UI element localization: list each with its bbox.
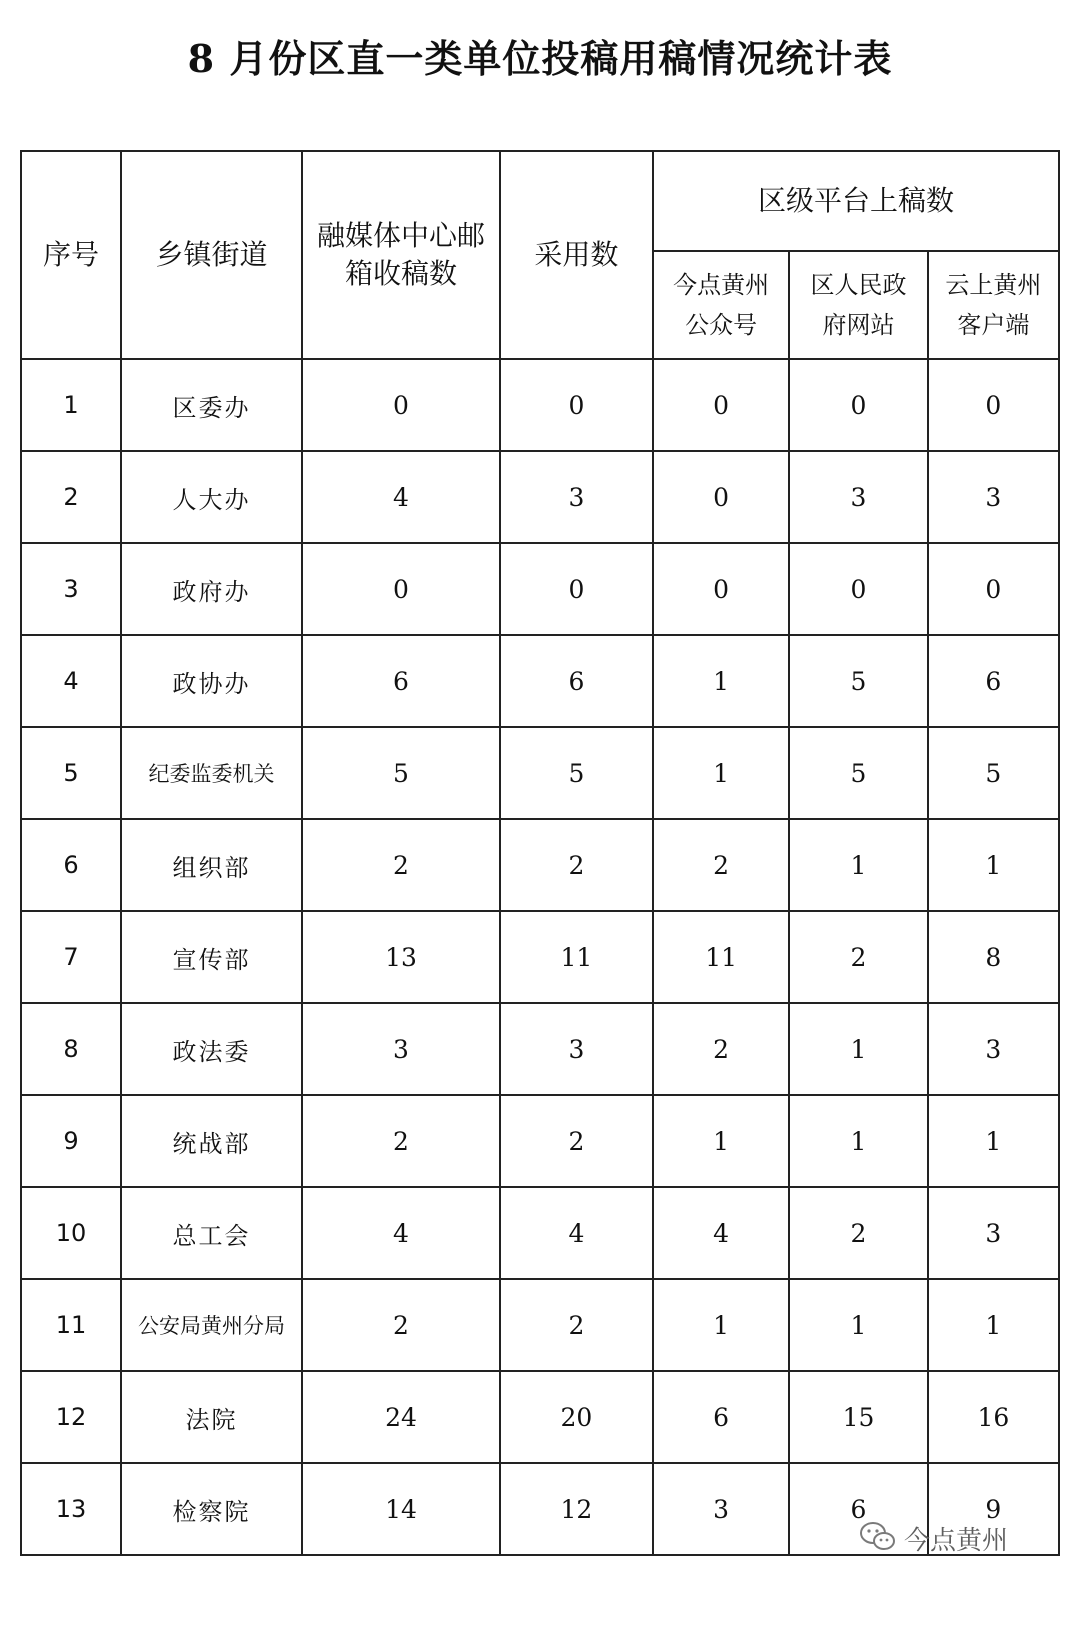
table-row (21, 911, 1059, 1003)
cell-platform-3: 1 (928, 819, 1059, 911)
cell-adopted: 20 (500, 1371, 653, 1463)
header-adopted: 采用数 (500, 151, 653, 359)
table-row (21, 727, 1059, 819)
table-row (21, 819, 1059, 911)
cell-index: 8 (21, 1003, 121, 1095)
cell-mailbox: 0 (302, 359, 500, 451)
cell-unit: 法院 (121, 1371, 302, 1463)
table-row (21, 1095, 1059, 1187)
cell-unit: 统战部 (121, 1095, 302, 1187)
cell-index: 13 (21, 1463, 121, 1555)
header-platform-group: 区级平台上稿数 (653, 151, 1059, 251)
cell-platform-1: 11 (653, 911, 789, 1003)
cell-mailbox: 14 (302, 1463, 500, 1555)
cell-platform-3: 3 (928, 451, 1059, 543)
cell-unit: 组织部 (121, 819, 302, 911)
cell-platform-3: 8 (928, 911, 1059, 1003)
cell-platform-1: 0 (653, 451, 789, 543)
cell-platform-3: 1 (928, 1279, 1059, 1371)
cell-index: 11 (21, 1279, 121, 1371)
header-platform-2-label: 区人民政府网站 (810, 271, 907, 339)
cell-platform-2: 2 (789, 1187, 927, 1279)
cell-index: 7 (21, 911, 121, 1003)
cell-platform-2: 1 (789, 819, 927, 911)
table-row (21, 1279, 1059, 1371)
cell-mailbox: 24 (302, 1371, 500, 1463)
page-title: 8 月份区直一类单位投稿用稿情况统计表 (187, 36, 893, 81)
cell-adopted: 3 (500, 1003, 653, 1095)
cell-platform-3: 3 (928, 1003, 1059, 1095)
cell-adopted: 12 (500, 1463, 653, 1555)
cell-adopted: 6 (500, 635, 653, 727)
cell-adopted: 2 (500, 819, 653, 911)
cell-index: 6 (21, 819, 121, 911)
cell-unit: 公安局黄州分局 (121, 1279, 302, 1371)
cell-unit: 政协办 (121, 635, 302, 727)
cell-platform-3: 16 (928, 1371, 1059, 1463)
table-row (21, 1003, 1059, 1095)
cell-platform-2: 5 (789, 635, 927, 727)
table-row (21, 1187, 1059, 1279)
cell-platform-2: 1 (789, 1003, 927, 1095)
cell-platform-1: 1 (653, 1279, 789, 1371)
cell-index: 2 (21, 451, 121, 543)
cell-platform-2: 0 (789, 543, 927, 635)
wechat-icon (858, 1519, 898, 1557)
stats-table-wrap (20, 150, 1060, 1556)
header-unit: 乡镇街道 (121, 151, 302, 359)
cell-mailbox: 4 (302, 451, 500, 543)
cell-platform-2: 2 (789, 911, 927, 1003)
cell-platform-3: 6 (928, 635, 1059, 727)
cell-mailbox: 13 (302, 911, 500, 1003)
header-platform-3-label: 云上黄州客户端 (945, 271, 1042, 339)
cell-unit: 区委办 (121, 359, 302, 451)
header-platform-3 (928, 251, 1059, 359)
cell-mailbox: 2 (302, 1095, 500, 1187)
header-mailbox-label: 融媒体中心邮箱收稿数 (316, 219, 485, 290)
cell-unit: 政府办 (121, 543, 302, 635)
cell-platform-1: 3 (653, 1463, 789, 1555)
cell-adopted: 11 (500, 911, 653, 1003)
cell-adopted: 5 (500, 727, 653, 819)
cell-unit: 政法委 (121, 1003, 302, 1095)
cell-platform-1: 6 (653, 1371, 789, 1463)
cell-platform-3: 9 (928, 1463, 1059, 1555)
cell-platform-1: 1 (653, 635, 789, 727)
watermark (858, 1516, 1008, 1560)
cell-platform-1: 0 (653, 543, 789, 635)
cell-unit: 总工会 (121, 1187, 302, 1279)
cell-adopted: 3 (500, 451, 653, 543)
cell-unit: 纪委监委机关 (121, 727, 302, 819)
cell-index: 5 (21, 727, 121, 819)
cell-platform-1: 1 (653, 1095, 789, 1187)
header-platform-1-label: 今点黄州公众号 (673, 271, 770, 339)
header-mailbox (302, 151, 500, 359)
cell-index: 1 (21, 359, 121, 451)
table-row (21, 543, 1059, 635)
cell-mailbox: 3 (302, 1003, 500, 1095)
cell-platform-3: 3 (928, 1187, 1059, 1279)
watermark-text: 今点黄州 (904, 1525, 1009, 1556)
cell-platform-3: 1 (928, 1095, 1059, 1187)
cell-adopted: 4 (500, 1187, 653, 1279)
header-index: 序号 (21, 151, 121, 359)
cell-platform-2: 15 (789, 1371, 927, 1463)
table-row (21, 635, 1059, 727)
cell-adopted: 0 (500, 543, 653, 635)
cell-platform-3: 5 (928, 727, 1059, 819)
cell-platform-3: 0 (928, 543, 1059, 635)
cell-unit: 宣传部 (121, 911, 302, 1003)
cell-index: 9 (21, 1095, 121, 1187)
cell-mailbox: 5 (302, 727, 500, 819)
stats-table (20, 150, 1060, 1556)
cell-mailbox: 4 (302, 1187, 500, 1279)
cell-platform-2: 3 (789, 451, 927, 543)
table-row (21, 1371, 1059, 1463)
cell-platform-1: 0 (653, 359, 789, 451)
table-row (21, 451, 1059, 543)
cell-adopted: 2 (500, 1095, 653, 1187)
header-row-top (21, 151, 1059, 251)
cell-platform-2: 6 (789, 1463, 927, 1555)
table-row (21, 359, 1059, 451)
cell-platform-1: 1 (653, 727, 789, 819)
cell-adopted: 2 (500, 1279, 653, 1371)
cell-index: 3 (21, 543, 121, 635)
cell-unit: 人大办 (121, 451, 302, 543)
cell-platform-1: 2 (653, 819, 789, 911)
cell-index: 10 (21, 1187, 121, 1279)
cell-mailbox: 6 (302, 635, 500, 727)
cell-platform-1: 4 (653, 1187, 789, 1279)
cell-mailbox: 0 (302, 543, 500, 635)
cell-platform-1: 2 (653, 1003, 789, 1095)
header-platform-1 (653, 251, 789, 359)
cell-platform-2: 1 (789, 1279, 927, 1371)
cell-platform-2: 1 (789, 1095, 927, 1187)
cell-platform-2: 0 (789, 359, 927, 451)
cell-platform-2: 5 (789, 727, 927, 819)
cell-index: 12 (21, 1371, 121, 1463)
cell-mailbox: 2 (302, 1279, 500, 1371)
cell-adopted: 0 (500, 359, 653, 451)
cell-mailbox: 2 (302, 819, 500, 911)
cell-index: 4 (21, 635, 121, 727)
cell-unit: 检察院 (121, 1463, 302, 1555)
table-body (21, 359, 1059, 1555)
cell-platform-3: 0 (928, 359, 1059, 451)
header-platform-2 (789, 251, 927, 359)
